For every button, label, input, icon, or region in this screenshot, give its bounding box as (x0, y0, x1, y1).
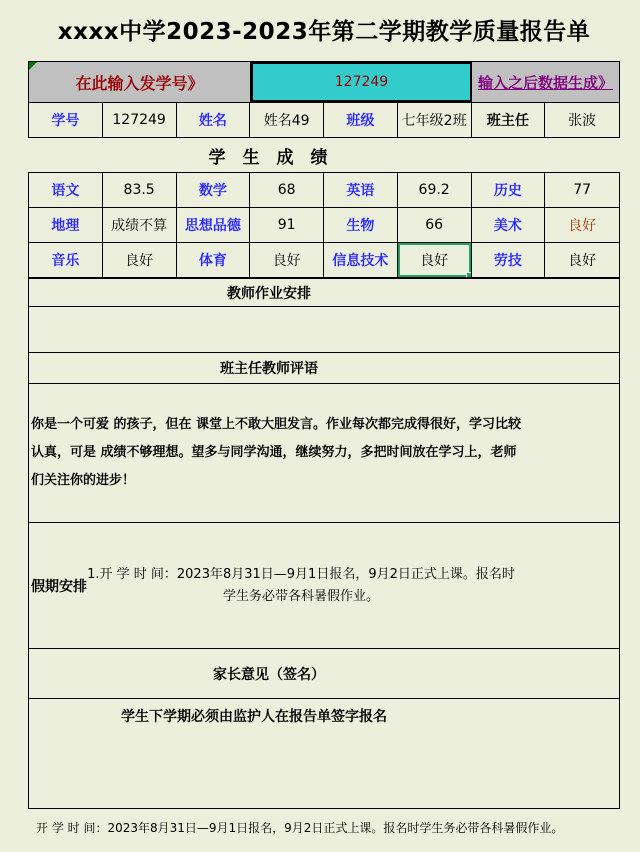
class-label[interactable]: 班级 (324, 103, 398, 137)
homework-section-body[interactable] (29, 307, 619, 353)
input-prompt-label: 在此输入发学号》 (75, 73, 204, 93)
name-label[interactable]: 姓名 (177, 103, 251, 137)
score-pe[interactable]: 良好 (250, 243, 324, 277)
scores-section-title: 学 生 成 绩 (208, 147, 328, 168)
holiday-section[interactable] (29, 523, 619, 649)
name-value[interactable]: 姓名49 (250, 103, 324, 137)
page-title: xxxx中学2023-2023年第二学期教学质量报告单 (57, 19, 591, 45)
subject-art[interactable]: 美术 (472, 208, 546, 242)
subject-math[interactable]: 数学 (177, 173, 251, 207)
input-prompt-cell (29, 62, 251, 102)
report-sections (28, 278, 620, 809)
subject-music[interactable]: 音乐 (29, 243, 103, 277)
subject-chinese[interactable]: 语文 (29, 173, 103, 207)
score-music[interactable]: 良好 (103, 243, 177, 277)
class-value[interactable]: 七年级2班 (398, 103, 472, 137)
teacher-comment-text: 你是一个可爱 的孩子，但在 课堂上不敢大胆发言。作业每次都完成得很好，学习比较认真，可是 成绩不够理想。望多与同学沟通，继续努力，多把时间放在学习上，老师们关注你的进步！ (31, 417, 522, 488)
grades-row (28, 208, 620, 243)
grades-table (28, 172, 620, 278)
scores-section (28, 138, 620, 172)
head-teacher-label[interactable]: 班主任 (472, 103, 546, 137)
subject-it[interactable]: 信息技术 (324, 243, 398, 277)
student-id-input-row (28, 61, 620, 103)
score-math[interactable]: 68 (250, 173, 324, 207)
score-biology[interactable]: 66 (398, 208, 472, 242)
parent-opinion-header (29, 649, 619, 699)
score-art[interactable]: 良好 (568, 218, 597, 234)
holiday-label: 假期安排 (31, 578, 87, 595)
subject-history[interactable]: 历史 (472, 173, 546, 207)
score-geography[interactable]: 成绩不算 (103, 208, 177, 242)
student-info-row (28, 103, 620, 138)
head-teacher-value[interactable]: 张波 (568, 113, 597, 129)
subject-pe[interactable]: 体育 (177, 243, 251, 277)
signature-note: 学生下学期必须由监护人在报告单签字报名 (121, 709, 387, 725)
generate-data-link[interactable]: 输入之后数据生成》 (472, 62, 619, 102)
comment-section-header (29, 353, 619, 384)
subject-geography[interactable]: 地理 (29, 208, 103, 242)
student-id-value[interactable]: 127249 (103, 103, 177, 137)
subject-english[interactable]: 英语 (324, 173, 398, 207)
grades-row (28, 243, 620, 278)
homework-section-title: 教师作业安排 (227, 285, 311, 302)
homework-section-header (29, 279, 619, 307)
score-it-selected-cell[interactable]: 良好 (398, 243, 472, 277)
comment-section-title: 班主任教师评语 (220, 361, 318, 377)
footer-note: 开 学 时 间：2023年8月31日—9月1日报名，9月2日正式上课。报名时学生务必带各科暑假作业。 (36, 821, 564, 835)
holiday-text: 1.开 学 时 间：2023年8月31日—9月1日报名，9月2日正式上课。报名时学生务必带各科暑假作业。 (87, 566, 515, 604)
subject-biology[interactable]: 生物 (324, 208, 398, 242)
student-id-input[interactable]: 127249 (251, 62, 472, 102)
subject-ethics[interactable]: 思想品德 (177, 208, 251, 242)
score-labor[interactable]: 良好 (568, 253, 597, 269)
parent-opinion-title: 家长意见（签名） (213, 666, 325, 683)
grades-row (28, 173, 620, 208)
comment-marker-icon (29, 62, 37, 70)
subject-labor[interactable]: 劳技 (472, 243, 546, 277)
score-chinese[interactable]: 83.5 (103, 173, 177, 207)
comment-section-body[interactable] (29, 384, 619, 523)
signature-section[interactable] (29, 699, 619, 808)
score-ethics[interactable]: 91 (250, 208, 324, 242)
score-history[interactable]: 77 (573, 182, 592, 198)
score-english[interactable]: 69.2 (398, 173, 472, 207)
student-id-label[interactable]: 学号 (29, 103, 103, 137)
